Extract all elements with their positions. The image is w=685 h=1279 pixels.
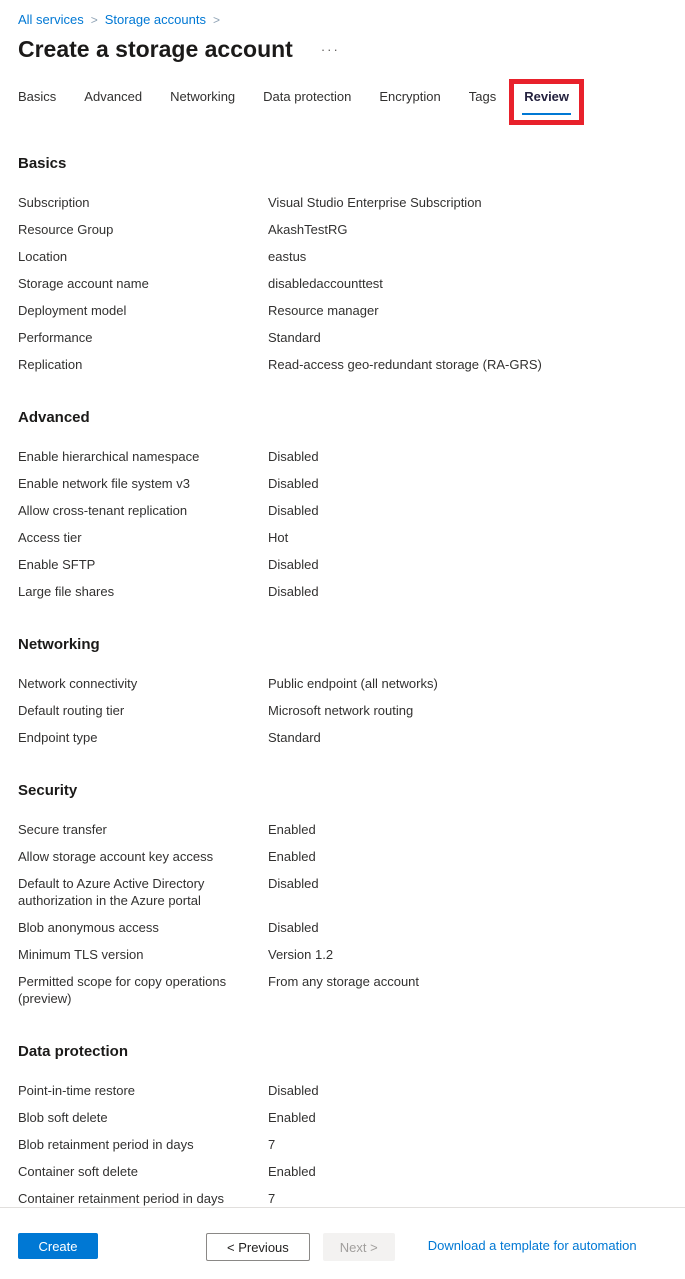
row-value: Disabled bbox=[268, 920, 319, 935]
review-row-minimum-tls-version bbox=[18, 946, 667, 963]
next-button[interactable]: Next > bbox=[323, 1233, 395, 1261]
review-row-enable-hierarchical-namespace bbox=[18, 448, 667, 465]
row-value: disabledaccounttest bbox=[268, 276, 383, 291]
row-value: 7 bbox=[268, 1137, 276, 1152]
review-row-large-file-shares bbox=[18, 583, 667, 600]
row-label: Point-in-time restore bbox=[18, 1083, 136, 1098]
tab-label: Data protection bbox=[263, 89, 352, 104]
footer-bar bbox=[0, 1207, 685, 1279]
breadcrumb-separator-icon: > bbox=[212, 13, 220, 27]
section-security bbox=[18, 782, 667, 1007]
row-label: Blob soft delete bbox=[18, 1110, 108, 1125]
review-row-deployment-model bbox=[18, 302, 667, 319]
tab-label: Networking bbox=[170, 89, 236, 104]
tab-label: Review bbox=[524, 89, 570, 104]
active-tab-underline bbox=[522, 113, 571, 115]
review-row-blob-anonymous-access bbox=[18, 919, 667, 936]
row-value: Visual Studio Enterprise Subscription bbox=[268, 195, 482, 210]
review-row-default-routing-tier bbox=[18, 702, 667, 719]
tab-label: Basics bbox=[18, 89, 57, 104]
review-row-subscription bbox=[18, 194, 667, 211]
row-value: Disabled bbox=[268, 476, 319, 491]
row-value: Disabled bbox=[268, 503, 319, 518]
breadcrumb-separator-icon: > bbox=[90, 13, 98, 27]
review-row-performance bbox=[18, 329, 667, 346]
row-value: Public endpoint (all networks) bbox=[268, 676, 438, 691]
row-value: 7 bbox=[268, 1191, 276, 1206]
create-button[interactable]: Create bbox=[18, 1233, 98, 1259]
row-value: Standard bbox=[268, 730, 321, 745]
row-label: Replication bbox=[18, 357, 83, 372]
review-row-allow-storage-account-key-access bbox=[18, 848, 667, 865]
row-value: Resource manager bbox=[268, 303, 379, 318]
review-row-replication bbox=[18, 356, 667, 373]
row-value: Disabled bbox=[268, 876, 319, 891]
section-advanced bbox=[18, 409, 667, 600]
row-value: From any storage account bbox=[268, 974, 420, 989]
previous-button[interactable]: < Previous bbox=[206, 1233, 310, 1261]
row-label: Enable network file system v3 bbox=[18, 476, 190, 491]
section-heading: Advanced bbox=[18, 409, 90, 426]
review-row-container-retainment-period-in-days bbox=[18, 1190, 667, 1207]
section-heading: Basics bbox=[18, 155, 67, 172]
row-label: Enable SFTP bbox=[18, 557, 96, 572]
row-label: Performance bbox=[18, 330, 93, 345]
review-row-point-in-time-restore bbox=[18, 1082, 667, 1099]
review-row-allow-cross-tenant-replication bbox=[18, 502, 667, 519]
review-row-location bbox=[18, 248, 667, 265]
tab-bar bbox=[0, 89, 685, 119]
row-label: Resource Group bbox=[18, 222, 114, 237]
row-label: Endpoint type bbox=[18, 730, 98, 745]
row-label: Enable hierarchical namespace bbox=[18, 449, 200, 464]
tab-data-protection[interactable] bbox=[263, 89, 351, 119]
row-label: Blob anonymous access bbox=[18, 920, 159, 935]
page-title: Create a storage account bbox=[18, 36, 293, 62]
row-label: Storage account name bbox=[18, 276, 149, 291]
tab-label: Tags bbox=[468, 89, 497, 104]
review-row-secure-transfer bbox=[18, 821, 667, 838]
row-value: eastus bbox=[268, 249, 307, 264]
row-value: Microsoft network routing bbox=[268, 703, 414, 718]
review-row-default-to-azure-active-directory-authorization-in-the-azure-portal bbox=[18, 875, 667, 909]
review-row-container-soft-delete bbox=[18, 1163, 667, 1180]
row-label: Default to Azure Active Directory authorization in the Azure portal bbox=[18, 876, 205, 908]
tab-encryption[interactable] bbox=[379, 89, 440, 119]
row-label: Allow storage account key access bbox=[18, 849, 214, 864]
row-label: Large file shares bbox=[18, 584, 115, 599]
more-options-icon[interactable]: ··· bbox=[320, 42, 340, 57]
row-value: Enabled bbox=[268, 822, 316, 837]
section-heading: Networking bbox=[18, 636, 100, 653]
row-label: Network connectivity bbox=[18, 676, 138, 691]
review-row-enable-sftp bbox=[18, 556, 667, 573]
review-row-storage-account-name bbox=[18, 275, 667, 292]
row-value: Enabled bbox=[268, 1110, 316, 1125]
tab-label: Advanced bbox=[84, 89, 143, 104]
review-row-blob-soft-delete bbox=[18, 1109, 667, 1126]
title-row bbox=[0, 27, 685, 63]
row-value: Disabled bbox=[268, 449, 319, 464]
section-heading: Security bbox=[18, 782, 78, 799]
row-value: Disabled bbox=[268, 557, 319, 572]
review-row-network-connectivity bbox=[18, 675, 667, 692]
row-label: Deployment model bbox=[18, 303, 127, 318]
review-row-blob-retainment-period-in-days bbox=[18, 1136, 667, 1153]
row-value: Version 1.2 bbox=[268, 947, 334, 962]
row-label: Permitted scope for copy operations (preview) bbox=[18, 974, 227, 1006]
breadcrumb-link-storage-accounts[interactable]: Storage accounts bbox=[104, 12, 206, 27]
review-row-endpoint-type bbox=[18, 729, 667, 746]
breadcrumb-link-all-services[interactable]: All services bbox=[18, 12, 84, 27]
row-value: Enabled bbox=[268, 1164, 316, 1179]
section-basics bbox=[18, 155, 667, 373]
tab-label: Encryption bbox=[379, 89, 441, 104]
row-label: Default routing tier bbox=[18, 703, 125, 718]
tab-networking[interactable] bbox=[170, 89, 235, 119]
review-summary bbox=[0, 155, 685, 1207]
section-data-protection bbox=[18, 1043, 667, 1207]
row-value: Disabled bbox=[268, 1083, 319, 1098]
row-label: Subscription bbox=[18, 195, 90, 210]
tab-advanced[interactable] bbox=[84, 89, 142, 119]
review-row-enable-network-file-system-v3 bbox=[18, 475, 667, 492]
row-value: Enabled bbox=[268, 849, 316, 864]
tab-tags[interactable] bbox=[469, 89, 496, 119]
row-label: Blob retainment period in days bbox=[18, 1137, 194, 1152]
row-label: Container soft delete bbox=[18, 1164, 138, 1179]
tab-review[interactable] bbox=[524, 89, 569, 119]
row-value: Hot bbox=[268, 530, 289, 545]
section-networking bbox=[18, 636, 667, 746]
review-row-resource-group bbox=[18, 221, 667, 238]
row-label: Secure transfer bbox=[18, 822, 107, 837]
row-label: Allow cross-tenant replication bbox=[18, 503, 188, 518]
row-label: Minimum TLS version bbox=[18, 947, 144, 962]
row-value: Read-access geo-redundant storage (RA-GRS) bbox=[268, 357, 542, 372]
row-label: Container retainment period in days bbox=[18, 1191, 224, 1206]
row-label: Location bbox=[18, 249, 68, 264]
download-template-link[interactable]: Download a template for automation bbox=[427, 1238, 637, 1253]
row-value: AkashTestRG bbox=[268, 222, 348, 237]
section-heading: Data protection bbox=[18, 1043, 129, 1060]
review-row-access-tier bbox=[18, 529, 667, 546]
review-row-permitted-scope-for-copy-operations-preview bbox=[18, 973, 667, 1007]
tab-basics[interactable] bbox=[18, 89, 56, 119]
row-label: Access tier bbox=[18, 530, 82, 545]
breadcrumb bbox=[0, 0, 685, 27]
row-value: Standard bbox=[268, 330, 321, 345]
row-value: Disabled bbox=[268, 584, 319, 599]
